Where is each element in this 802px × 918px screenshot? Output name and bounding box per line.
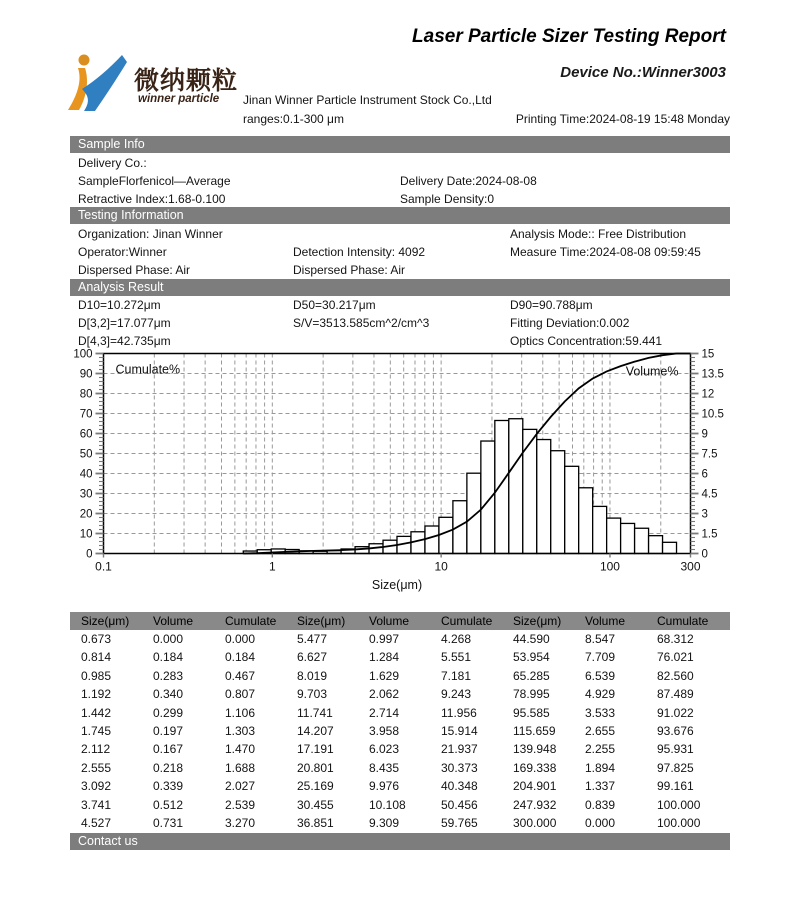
table-cell: 2.714 — [369, 705, 400, 720]
table-cell: 1.688 — [225, 760, 256, 775]
left-axis-tick-label: 50 — [79, 448, 93, 461]
table-cell: 0.340 — [153, 687, 184, 702]
sv-value: S/V=3513.585cm^2/cm^3 — [293, 316, 430, 330]
table-cell: 8.435 — [369, 760, 400, 775]
left-axis-tick-label: 30 — [79, 488, 93, 501]
retractive-index: Retractive Index:1.68-0.100 — [78, 192, 226, 206]
table-cell: 2.655 — [585, 723, 616, 738]
logo-cn-text: 微纳颗粒 — [134, 67, 239, 95]
table-cell: 21.937 — [441, 742, 478, 757]
company-name: Jinan Winner Particle Instrument Stock Co.,Ltd — [243, 93, 492, 107]
sample-density: Sample Density:0 — [400, 192, 495, 206]
table-cell: 0.814 — [81, 650, 112, 665]
table-cell: 93.676 — [657, 723, 694, 738]
table-cell: 0.467 — [225, 668, 256, 683]
table-cell: 0.197 — [153, 723, 184, 738]
logo-mark-icon — [62, 53, 128, 115]
right-axis-labels — [702, 349, 724, 561]
x-axis-tick-label: 300 — [680, 559, 701, 574]
table-cell: 8.547 — [585, 632, 616, 646]
table-cell: 0.184 — [225, 650, 256, 665]
d50-value: D50=30.217μm — [293, 298, 376, 312]
left-axis-tick-label: 40 — [79, 468, 93, 481]
table-cell: 3.958 — [369, 723, 400, 738]
table-cell: 4.527 — [81, 815, 112, 830]
table-cell: 0.339 — [153, 779, 184, 794]
table-cell: 36.851 — [297, 815, 334, 830]
table-cell: 17.191 — [297, 742, 334, 757]
table-cell: 91.022 — [657, 705, 694, 720]
histogram-bar — [635, 528, 649, 553]
table-cell: 1.745 — [81, 723, 112, 738]
table-cell: 50.456 — [441, 797, 478, 812]
table-cell: 169.338 — [513, 760, 557, 775]
table-cell: 300.000 — [513, 815, 557, 830]
x-axis-labels — [95, 560, 701, 574]
table-cell: 14.207 — [297, 723, 334, 738]
right-axis-tick-label: 10.5 — [701, 408, 724, 421]
section-header-contact-us: Contact us — [70, 833, 730, 850]
table-cell: 76.021 — [657, 650, 694, 665]
d43-value: D[4,3]=42.735μm — [78, 334, 171, 348]
delivery-co: Delivery Co.: — [78, 156, 147, 170]
table-row — [70, 648, 730, 666]
histogram-bar — [495, 420, 509, 553]
table-cell: 0.839 — [585, 797, 616, 812]
table-cell: 5.477 — [297, 632, 328, 646]
table-row — [70, 685, 730, 703]
section-header-sample-info: Sample Info — [70, 136, 730, 153]
right-axis-tick-label: 12 — [701, 388, 715, 401]
table-cell: 0.167 — [153, 742, 184, 757]
table-cell: 0.000 — [225, 632, 256, 646]
table-cell: 0.299 — [153, 705, 184, 720]
table-cell: 65.285 — [513, 668, 550, 683]
left-axis-tick-label: 10 — [79, 528, 93, 541]
table-cell: 9.703 — [297, 687, 328, 702]
table-cell: 0.997 — [369, 632, 400, 646]
table-cell: 25.169 — [297, 779, 334, 794]
left-axis-tick-label: 80 — [79, 388, 93, 401]
table-cell: 1.629 — [369, 668, 400, 683]
table-cell: 2.027 — [225, 779, 256, 794]
left-axis-tick-label: 20 — [79, 508, 93, 521]
table-cell: 247.932 — [513, 797, 557, 812]
table-cell: 68.312 — [657, 632, 694, 646]
table-cell: 30.373 — [441, 760, 478, 775]
table-cell: 1.303 — [225, 723, 256, 738]
table-cell: 0.000 — [153, 632, 184, 646]
table-cell: 139.948 — [513, 742, 557, 757]
right-axis-tick-label: 13.5 — [701, 368, 724, 381]
table-cell: 15.914 — [441, 723, 478, 738]
table-cell: 0.184 — [153, 650, 184, 665]
table-cell: 9.976 — [369, 779, 400, 794]
histogram-bar — [467, 473, 481, 553]
table-header-cell: Cumulate — [225, 614, 277, 628]
table-cell: 1.442 — [81, 705, 112, 720]
size-distribution-table — [70, 630, 730, 832]
section-header-testing-info: Testing Information — [70, 207, 730, 224]
histogram-bar — [607, 518, 621, 553]
table-cell: 100.000 — [657, 815, 701, 830]
table-cell: 1.284 — [369, 650, 400, 665]
table-cell: 6.627 — [297, 650, 328, 665]
table-row — [70, 796, 730, 814]
histogram-bar — [453, 501, 467, 554]
right-axis-tick-label: 7.5 — [701, 448, 718, 461]
table-header-cell: Volume — [153, 614, 194, 628]
dispersed-phase-2: Dispersed Phase: Air — [293, 263, 406, 277]
right-axis-tick-label: 3 — [701, 508, 708, 521]
left-axis-ticks — [96, 354, 104, 554]
table-cell: 1.337 — [585, 779, 616, 794]
table-cell: 6.539 — [585, 668, 616, 683]
table-row — [70, 667, 730, 685]
table-cell: 5.551 — [441, 650, 472, 665]
table-cell: 204.901 — [513, 779, 557, 794]
measure-ranges: ranges:0.1-300 μm — [243, 112, 344, 126]
table-row — [70, 740, 730, 758]
table-row — [70, 722, 730, 740]
table-cell: 9.309 — [369, 815, 400, 830]
table-cell: 44.590 — [513, 632, 550, 646]
table-header-cell: Cumulate — [657, 614, 709, 628]
table-cell: 1.106 — [225, 705, 256, 720]
analysis-mode: Analysis Mode:: Free Distribution — [510, 227, 687, 241]
logo — [62, 53, 252, 117]
x-axis-tick-label: 100 — [599, 559, 620, 574]
table-cell: 9.243 — [441, 687, 472, 702]
histogram-bar — [481, 441, 495, 553]
d32-value: D[3,2]=17.077μm — [78, 316, 171, 330]
table-header-cell: Cumulate — [441, 614, 493, 628]
table-header-cell: Volume — [369, 614, 410, 628]
x-axis-tick-label: 1 — [268, 559, 276, 574]
histogram-bar — [593, 506, 607, 553]
left-axis-tick-label: 100 — [73, 348, 93, 361]
table-cell: 3.270 — [225, 815, 256, 830]
x-axis-tick-label: 10 — [434, 559, 448, 574]
table-cell: 95.931 — [657, 742, 694, 757]
table-cell: 6.023 — [369, 742, 400, 757]
table-cell: 4.929 — [585, 687, 616, 702]
page-title: Laser Particle Sizer Testing Report — [412, 26, 726, 47]
table-cell: 97.825 — [657, 760, 694, 775]
histogram-bar — [537, 440, 551, 554]
histogram-bar — [579, 488, 593, 554]
table-row — [70, 759, 730, 777]
dispersed-phase-1: Dispersed Phase: Air — [78, 263, 191, 277]
table-cell: 10.108 — [369, 797, 406, 812]
table-cell: 40.348 — [441, 779, 478, 794]
table-cell: 82.560 — [657, 668, 694, 683]
table-cell: 2.112 — [81, 742, 111, 757]
histogram-bar — [523, 429, 537, 553]
histogram-bar — [439, 517, 453, 553]
device-number: Device No.:Winner3003 — [560, 64, 726, 81]
table-row — [70, 704, 730, 722]
table-cell: 8.019 — [297, 668, 328, 683]
table-header-cell: Size(μm) — [297, 614, 346, 628]
left-axis-tick-label: 60 — [79, 428, 93, 441]
right-axis-tick-label: 9 — [701, 428, 708, 441]
histogram-bar — [425, 526, 439, 553]
table-cell: 7.709 — [585, 650, 616, 665]
table-cell: 0.807 — [225, 687, 256, 702]
table-cell: 115.659 — [513, 723, 556, 738]
table-cell: 3.092 — [81, 779, 112, 794]
right-axis-tick-label: 4.5 — [701, 488, 718, 501]
left-axis-title: Cumulate% — [115, 362, 181, 377]
histogram-bar — [621, 523, 635, 553]
right-axis-tick-label: 0 — [701, 548, 708, 561]
d10-value: D10=10.272μm — [78, 298, 161, 312]
histogram-bar — [649, 536, 663, 554]
section-header-analysis-result: Analysis Result — [70, 279, 730, 296]
printing-time: Printing Time:2024-08-19 15:48 Monday — [515, 112, 730, 126]
left-axis-tick-label: 90 — [79, 368, 93, 381]
left-axis-tick-label: 0 — [86, 548, 93, 561]
table-cell: 95.585 — [513, 705, 550, 720]
left-axis-labels — [73, 349, 92, 561]
table-cell: 100.000 — [657, 797, 701, 812]
table-cell: 7.181 — [441, 668, 472, 683]
x-axis-title: Size(μm) — [371, 578, 423, 592]
x-axis-tick-label: 0.1 — [95, 559, 112, 574]
table-cell: 4.268 — [441, 632, 472, 646]
table-cell: 59.765 — [441, 815, 478, 830]
table-cell: 53.954 — [513, 650, 550, 665]
right-axis-ticks — [691, 354, 699, 554]
histogram-bar — [663, 542, 677, 553]
table-row — [70, 814, 730, 832]
table-cell: 3.741 — [81, 797, 112, 812]
histogram-bar — [551, 451, 565, 554]
fitting-deviation: Fitting Deviation:0.002 — [510, 316, 630, 330]
table-header-cell: Size(μm) — [81, 614, 130, 628]
particle-size-chart — [70, 348, 730, 596]
table-cell: 1.470 — [225, 742, 256, 757]
particle-size-chart-svg — [70, 348, 730, 596]
table-cell: 20.801 — [297, 760, 334, 775]
table-header-cell: Size(μm) — [513, 614, 562, 628]
logo-en-text: winner particle — [138, 93, 220, 105]
table-cell: 3.533 — [585, 705, 616, 720]
table-cell: 0.985 — [81, 668, 112, 683]
right-axis-tick-label: 6 — [701, 468, 708, 481]
right-axis-title: Volume% — [625, 364, 679, 379]
table-cell: 1.192 — [81, 687, 112, 702]
table-cell: 87.489 — [657, 687, 694, 702]
optics-concentration: Optics Concentration:59.441 — [510, 334, 663, 348]
table-cell: 0.000 — [585, 815, 616, 830]
d90-value: D90=90.788μm — [510, 298, 593, 312]
table-cell: 1.894 — [585, 760, 616, 775]
table-header-cell: Volume — [585, 614, 626, 628]
organization: Organization: Jinan Winner — [78, 227, 223, 241]
table-cell: 2.062 — [369, 687, 400, 702]
histogram-bar — [565, 466, 579, 553]
table-cell: 0.673 — [81, 632, 112, 646]
table-cell: 0.731 — [153, 815, 184, 830]
table-cell: 0.218 — [153, 760, 184, 775]
measure-time: Measure Time:2024-08-08 09:59:45 — [510, 245, 701, 259]
table-cell: 0.283 — [153, 668, 184, 683]
operator: Operator:Winner — [78, 245, 167, 259]
table-row — [70, 630, 730, 648]
table-cell: 99.161 — [657, 779, 694, 794]
right-axis-tick-label: 15 — [701, 348, 715, 361]
table-header-row — [70, 612, 730, 630]
left-axis-tick-label: 70 — [79, 408, 93, 421]
detection-intensity: Detection Intensity: 4092 — [293, 245, 426, 259]
table-cell: 30.455 — [297, 797, 334, 812]
delivery-date: Delivery Date:2024-08-08 — [400, 174, 537, 188]
table-cell: 11.741 — [297, 705, 333, 720]
table-cell: 2.539 — [225, 797, 256, 812]
table-cell: 2.555 — [81, 760, 112, 775]
table-cell: 78.995 — [513, 687, 550, 702]
sample-name: SampleFlorfenicol—Average — [78, 174, 231, 188]
table-cell: 11.956 — [441, 705, 477, 720]
table-cell: 0.512 — [153, 797, 184, 812]
table-row — [70, 777, 730, 795]
histogram-bar — [509, 419, 523, 554]
table-cell: 2.255 — [585, 742, 616, 757]
right-axis-tick-label: 1.5 — [701, 528, 718, 541]
